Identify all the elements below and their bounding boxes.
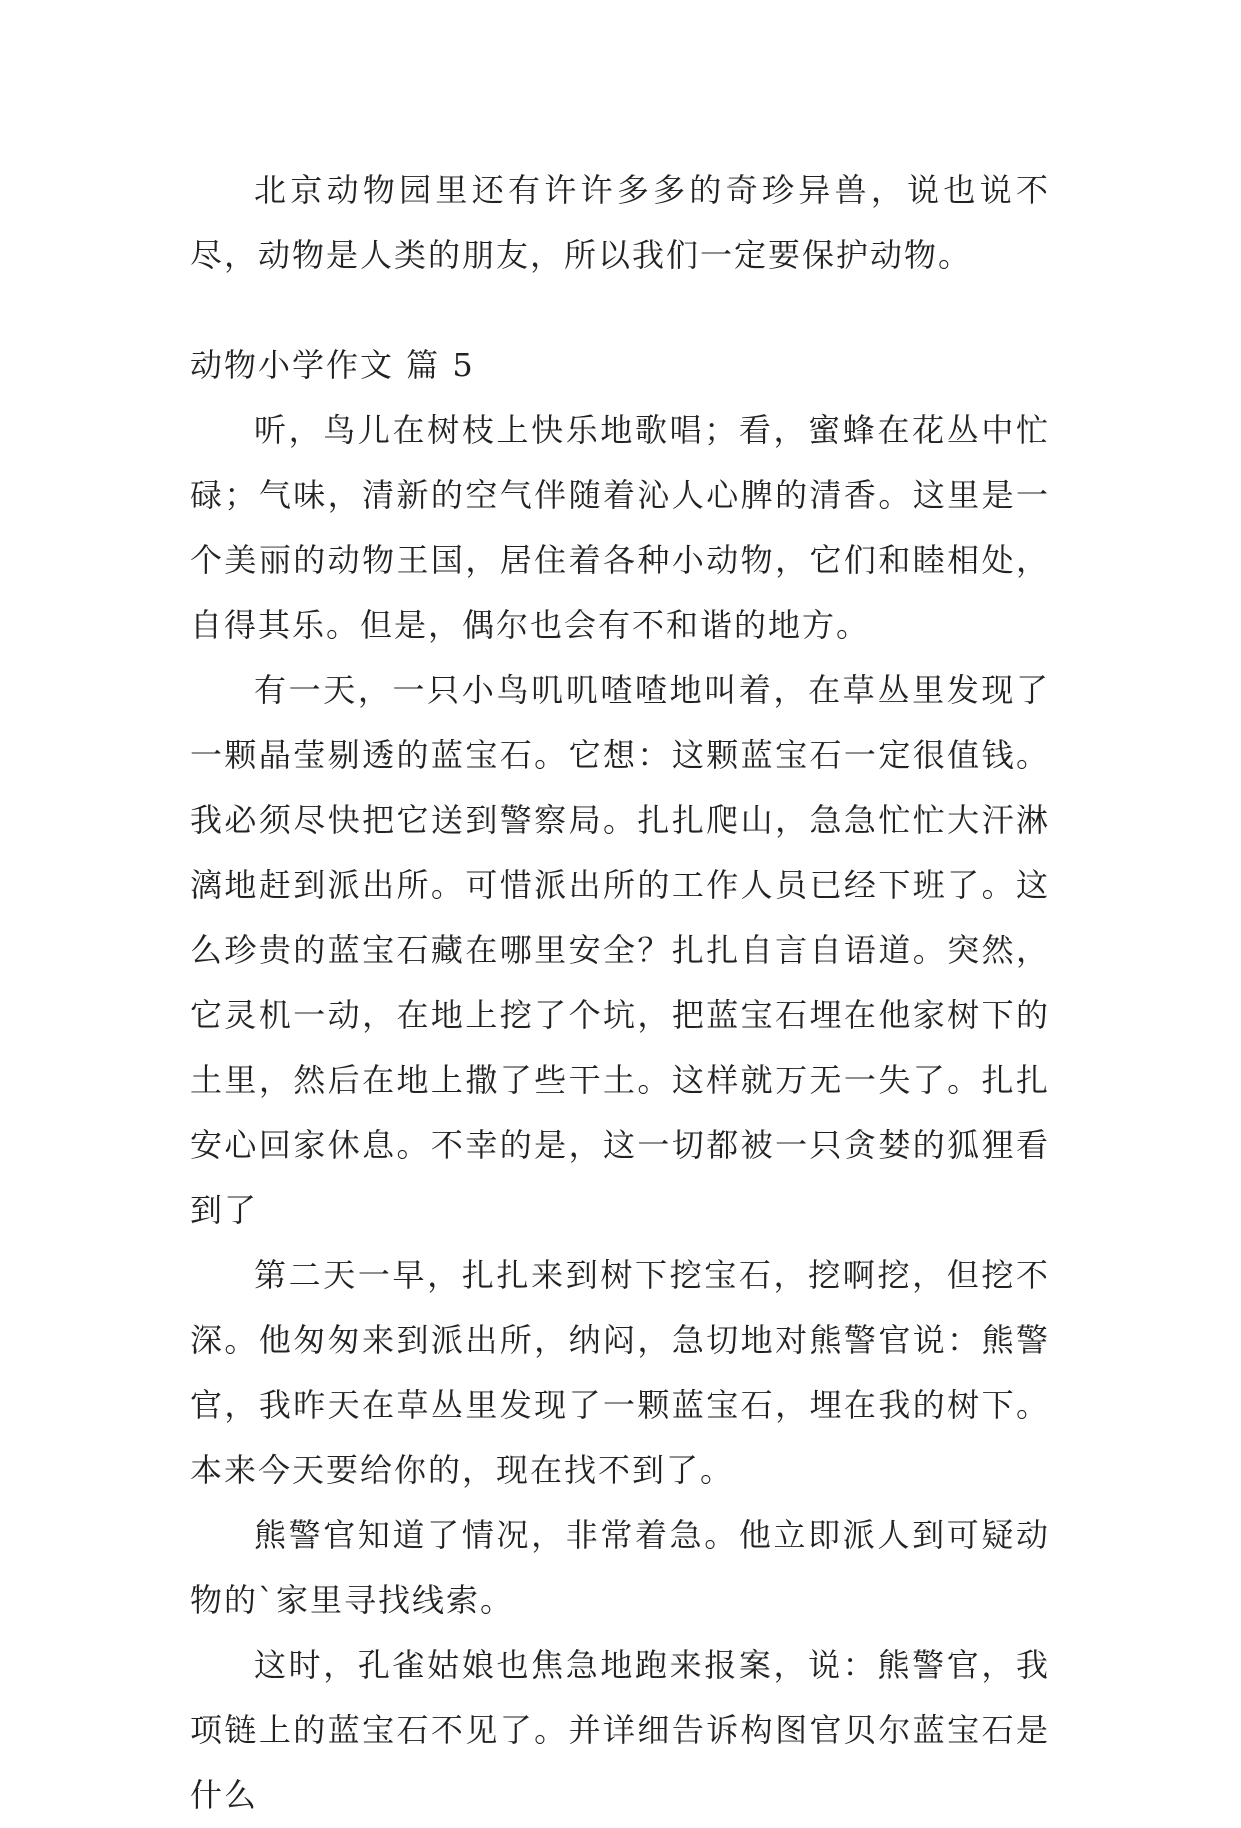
intro-section <box>190 158 1050 288</box>
section-heading: 动物小学作文 篇 5 <box>190 346 475 384</box>
essay-paragraph-3: 第二天一早，扎扎来到树下挖宝石，挖啊挖，但挖不深。他匆匆来到派出所，纳闷，急切地对熊警官说：熊警官，我昨天在草丛里发现了一颗蓝宝石，埋在我的树下。本来今天要给你的，现在找不到了。 <box>190 1256 1050 1489</box>
intro-paragraph: 北京动物园里还有许许多多的奇珍异兽，说也说不尽，动物是人类的朋友，所以我们一定要保护动物。 <box>190 171 1050 274</box>
essay-paragraph-1: 听，鸟儿在树枝上快乐地歌唱；看，蜜蜂在花丛中忙碌；气味，清新的空气伴随着沁人心脾的清香。这里是一个美丽的动物王国，居住着各种小动物，它们和睦相处，自得其乐。但是，偶尔也会有不和谐的地方。 <box>190 411 1050 644</box>
essay-section <box>190 333 1050 1828</box>
essay-paragraph-4: 熊警官知道了情况，非常着急。他立即派人到可疑动物的`家里寻找线索。 <box>190 1516 1050 1619</box>
essay-paragraph-2: 有一天，一只小鸟叽叽喳喳地叫着，在草丛里发现了一颗晶莹剔透的蓝宝石。它想：这颗蓝宝石一定很值钱。我必须尽快把它送到警察局。扎扎爬山，急急忙忙大汗淋漓地赶到派出所。可惜派出所的工作人员已经下班了。这么珍贵的蓝宝石藏在哪里安全？扎扎自言自语道。突然，它灵机一动，在地上挖了个坑，把蓝宝石埋在他家树下的土里，然后在地上撒了些干土。这样就万无一失了。扎扎安心回家休息。不幸的是，这一切都被一只贪婪的狐狸看到了 <box>190 671 1050 1229</box>
essay-paragraph-5: 这时，孔雀姑娘也焦急地跑来报案，说：熊警官，我项链上的蓝宝石不见了。并详细告诉构图官贝尔蓝宝石是什么 <box>190 1646 1050 1814</box>
